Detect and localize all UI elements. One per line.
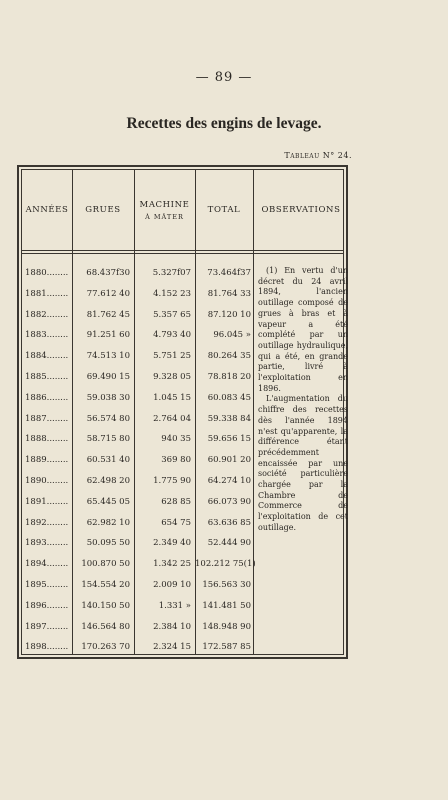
year-cell: 1892........ — [25, 517, 69, 528]
header-observations — [253, 170, 349, 250]
table-number: Tableau N° 24. — [284, 151, 352, 160]
grues-cell: 68.437f30 — [86, 268, 130, 278]
header-grues — [72, 170, 134, 250]
year-cell: 1881........ — [25, 288, 69, 299]
machine-cell: 1.775 90 — [153, 476, 191, 486]
machine-cell: 1.342 25 — [153, 559, 191, 570]
grues-cell: 50.095 50 — [86, 538, 130, 549]
total-cell: 64.274 10 — [207, 476, 251, 486]
grues-cell: 154.554 20 — [81, 580, 130, 590]
year-cell: 1898........ — [25, 642, 69, 653]
year-cell: 1891........ — [25, 496, 69, 507]
total-cell: 156.563 30 — [202, 580, 251, 590]
total-cell: 148.948 90 — [202, 621, 251, 632]
total-cell: 60.083 45 — [207, 392, 251, 403]
year-cell: 1894........ — [25, 559, 69, 570]
machine-cell: 2.764 04 — [153, 413, 191, 424]
header-divider — [22, 250, 343, 251]
grues-cell: 100.870 50 — [81, 559, 130, 570]
total-cell: 102.212 75(1) — [195, 559, 256, 570]
year-cell: 1882........ — [25, 309, 69, 320]
page-number: — 89 — — [195, 70, 253, 85]
grues-cell: 69.490 15 — [86, 372, 130, 382]
total-cell: 80.264 35 — [207, 351, 251, 362]
year-cell: 1895........ — [25, 580, 69, 590]
table-inner-frame — [21, 169, 348, 655]
total-cell: 52.444 90 — [207, 538, 251, 549]
machine-cell: 5.327f07 — [152, 268, 191, 278]
header-observations-label: OBSERVATIONS — [261, 205, 341, 215]
grues-cell: 65.445 05 — [86, 496, 130, 507]
year-cell: 1885........ — [25, 372, 69, 382]
header-total-label: TOTAL — [207, 205, 241, 215]
year-cell: 1886........ — [25, 392, 69, 403]
grues-cell: 170.263 70 — [81, 642, 130, 653]
grues-cell: 62.498 20 — [86, 476, 130, 486]
page-title: Recettes des engins de levage. — [126, 115, 322, 132]
observation-note: L'augmentation du chiffre des recettes dès l'année 1894 n'est qu'apparente, la différence étant précédemment encaissée par une société particulière chargée par la Chambre de Commerce de l'exploitation de cet outillage. — [258, 394, 348, 532]
header-divider — [22, 253, 343, 254]
machine-cell: 5.357 65 — [153, 309, 191, 320]
machine-cell: 1.045 15 — [153, 392, 191, 403]
observations-text — [258, 266, 348, 534]
grues-cell: 58.715 80 — [86, 434, 130, 445]
year-cell: 1890........ — [25, 476, 69, 486]
machine-cell: 5.751 25 — [153, 351, 191, 362]
year-cell: 1888........ — [25, 434, 69, 445]
observation-note: (1) En vertu d'un décret du 24 avril 1894, l'ancien outillage composé de grues à bras et à vapeur a été complété par un outillage hydraulique, qui a été, en grande partie, livré à l'exploitation en 1896. — [258, 266, 348, 393]
header-machine — [134, 170, 195, 250]
grues-cell: 74.513 10 — [86, 351, 130, 362]
grues-cell: 81.762 45 — [86, 309, 130, 320]
grues-cell: 56.574 80 — [86, 413, 130, 424]
year-cell: 1883........ — [25, 330, 69, 341]
machine-cell: 2.009 10 — [153, 580, 191, 590]
total-cell: 73.464f37 — [207, 268, 251, 278]
grues-cell: 62.982 10 — [86, 517, 130, 528]
total-cell: 172.587 85 — [202, 642, 251, 653]
grues-cell: 77.612 40 — [86, 288, 130, 299]
year-cell: 1897........ — [25, 621, 69, 632]
grues-cell: 59.038 30 — [86, 392, 130, 403]
header-annees-label: ANNÉES — [25, 205, 69, 215]
machine-cell: 2.384 10 — [153, 621, 191, 632]
total-cell: 96.045 » — [213, 330, 251, 341]
total-cell: 59.338 84 — [207, 413, 251, 424]
header-total — [195, 170, 253, 250]
year-cell: 1889........ — [25, 455, 69, 466]
header-grues-label: GRUES — [85, 205, 121, 215]
machine-cell: 4.152 23 — [153, 288, 191, 299]
total-cell: 66.073 90 — [207, 496, 251, 507]
machine-cell: 1.331 » — [158, 600, 191, 611]
total-cell: 87.120 10 — [207, 309, 251, 320]
machine-cell: 369 80 — [161, 455, 191, 466]
machine-cell: 940 35 — [161, 434, 191, 445]
total-cell: 59.656 15 — [207, 434, 251, 445]
year-cell: 1893........ — [25, 538, 69, 549]
year-cell: 1887........ — [25, 413, 69, 424]
machine-cell: 628 85 — [161, 496, 191, 507]
header-machine-sublabel: À MÂTER — [145, 212, 184, 221]
machine-cell: 2.349 40 — [153, 538, 191, 549]
grues-cell: 140.150 50 — [81, 600, 130, 611]
header-annees — [22, 170, 72, 250]
grues-cell: 60.531 40 — [86, 455, 130, 466]
header-machine-label: MACHINE — [139, 199, 190, 210]
revenue-table — [17, 165, 348, 659]
total-cell: 78.818 20 — [207, 372, 251, 382]
total-cell: 141.481 50 — [202, 600, 251, 611]
grues-cell: 146.564 80 — [81, 621, 130, 632]
year-cell: 1896........ — [25, 600, 69, 611]
total-cell: 63.636 85 — [207, 517, 251, 528]
total-cell: 60.901 20 — [207, 455, 251, 466]
machine-cell: 9.328 05 — [153, 372, 191, 382]
machine-cell: 2.324 15 — [153, 642, 191, 653]
grues-cell: 91.251 60 — [86, 330, 130, 341]
machine-cell: 4.793 40 — [153, 330, 191, 341]
total-cell: 81.764 33 — [207, 288, 251, 299]
machine-cell: 654 75 — [161, 517, 191, 528]
year-cell: 1880........ — [25, 268, 69, 278]
year-cell: 1884........ — [25, 351, 69, 362]
